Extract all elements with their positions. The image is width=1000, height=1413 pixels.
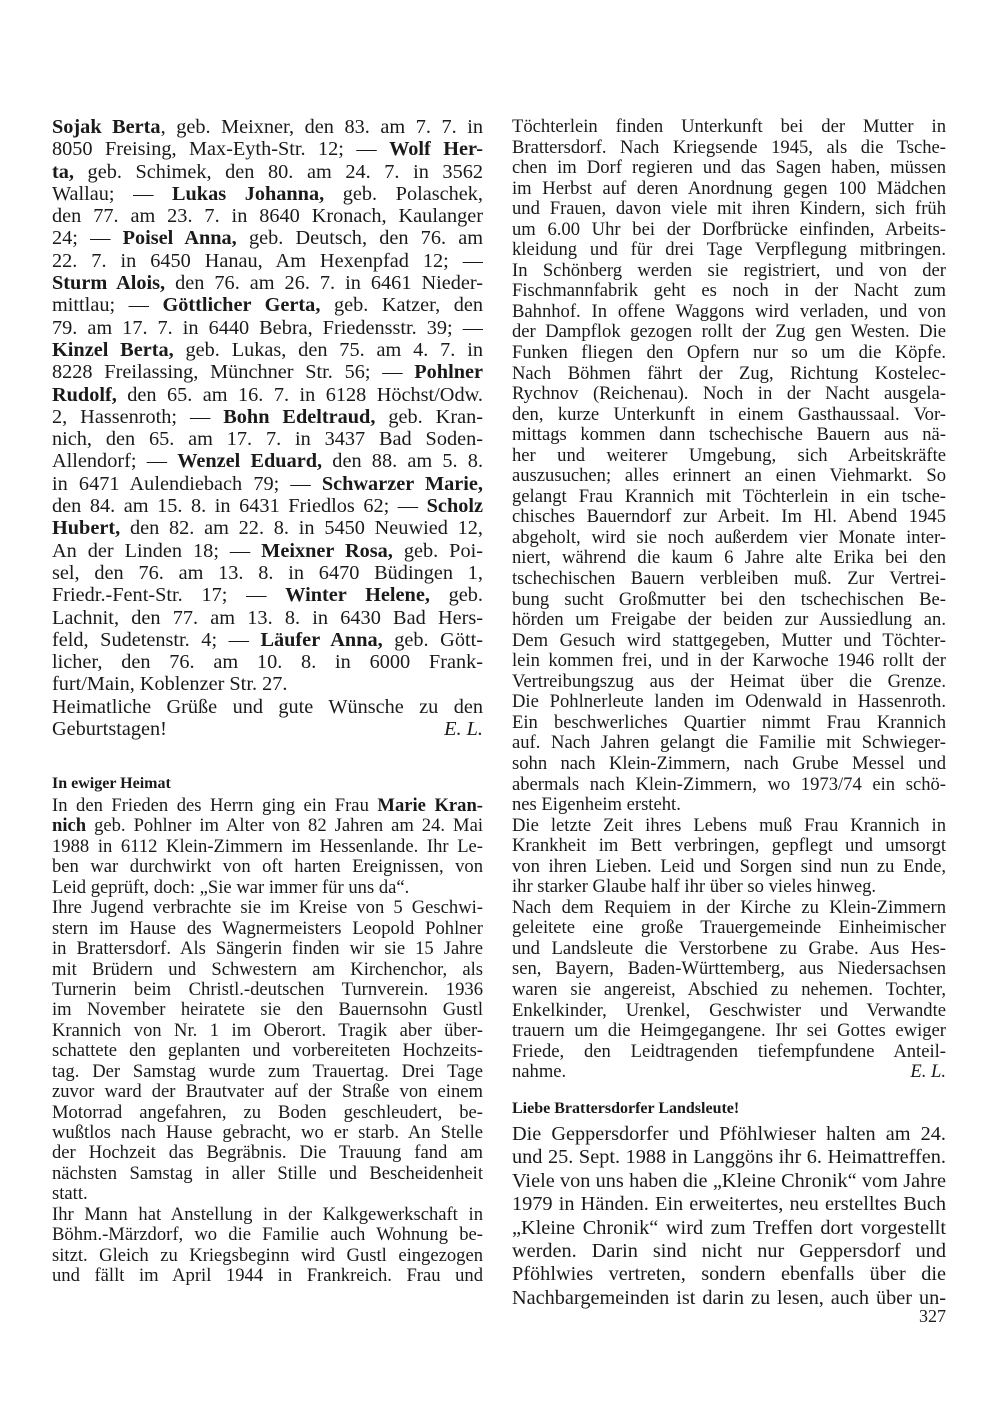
text-line [512,364,946,385]
text-run: von ihren Lieben. Leid und Sorgen sind nun zu Ende, [512,856,946,877]
text-run: geleitete eine große Trauergemeinde Einheimischer [512,918,946,939]
text-run: geb. [429,584,483,607]
text-line [52,607,483,629]
text-line [52,1143,483,1163]
text-run: Ihr Mann hat Anstellung in der Kalkgewerkschaft in [52,1204,483,1225]
page-number: 327 [919,1306,946,1326]
text-line [512,590,946,611]
text-line [52,1205,483,1225]
text-line [512,733,946,754]
text-line [52,837,483,857]
text-run: niert, während die kaum 6 Jahre alte Erika bei den [512,548,946,569]
text-run: Böhm.-Märzdorf, wo die Familie auch Wohnung be- [52,1225,483,1246]
text-line [512,466,946,487]
text-line [52,1184,483,1204]
text-line [52,939,483,959]
text-run: 8228 Freilassing, Münchner Str. 56; — [52,361,415,384]
text-run: Nach Böhmen fährt der Zug, Richtung Kostelec- [512,363,946,384]
text-run: den, kurze Unterkunft in einem Gasthaussaal. Vor- [512,404,946,425]
text-line [52,495,483,517]
text-line [52,272,483,294]
text-run: 24; — [52,227,123,250]
text-line [52,696,483,718]
obituary-text-right [512,117,946,1083]
text-run: 22. 7. in 6450 Hanau, Am Hexenpfad 12; — [52,249,483,272]
text-run: furt/Main, Koblenzer Str. 27. [52,673,288,696]
text-line [52,138,483,160]
text-run: nes Eigenheim ersteht. [512,795,681,816]
text-line [52,1266,483,1286]
text-run: sel, den 76. am 13. 8. in 6470 Büdingen 1, [52,561,483,584]
text-run: 2, Hassenroth; — [52,405,224,428]
text-run: auszusuchen; alles erinnert an einen Viehmarkt. So [512,466,946,487]
text-line [52,562,483,584]
person-name: Schwarzer Marie, [321,472,483,495]
text-line [52,116,483,138]
text-run: den 65. am 16. 7. in 6128 Höchst/Odw. [116,383,483,406]
text-line [512,322,946,343]
text-run: wußtlos nach Hause gebracht, wo er starb. An Stelle [52,1123,483,1143]
text-line [512,569,946,590]
section-heading-announcement: Liebe Brattersdorfer Landsleute! [512,1100,740,1117]
text-run: Dem Gesuch wird stattgegeben, Mutter und Töchter- [512,630,946,651]
text-line [52,1082,483,1102]
text-line [52,406,483,428]
text-line [52,1062,483,1082]
text-run: Leid geprüft, doch: „Sie war immer für uns da“. [52,877,410,898]
text-run: Krannich von Nr. 1 im Oberort. Tragik aber über- [52,1020,483,1041]
text-run: trauern um die Heimgegangene. Ihr sei Gottes ewiger [512,1021,946,1042]
text-run: sen, Bayern, Baden-Württemberg, aus Niedersachsen [512,959,946,980]
text-run: „Kleine Chronik“ wird zum Treffen dort vorgestellt [512,1216,946,1239]
text-line [52,718,483,740]
text-run: abermals nach Klein-Zimmern, wo 1973/74 ein schö- [512,774,946,795]
text-run: Enkelkinder, Urenkel, Geschwister und Verwandte [512,1000,946,1021]
text-line [52,384,483,406]
text-line [512,302,946,323]
person-name: Pohlner [414,361,483,384]
text-run: Bahnhof. In offene Waggons wird verladen, und von [512,301,946,322]
text-run: statt. [52,1184,88,1205]
text-line [512,1287,946,1310]
birthday-list [52,116,483,740]
text-run: den 84. am 15. 8. in 6431 Friedlos 62; — [52,495,427,518]
text-line [512,240,946,261]
text-run: geb. Schimek, den 80. am 24. 7. in 3562 [73,160,483,183]
text-run: und Frauen, davon viele mit ihren Kindern, sich früh [512,199,946,220]
text-line [512,1001,946,1022]
text-line [512,610,946,631]
text-line [52,294,483,316]
text-run: Lachnit, den 77. am 13. 8. in 6430 Bad Hers- [52,606,483,629]
text-run: In Schönberg werden sie registriert, und von der [512,260,946,281]
text-line [52,960,483,980]
text-run: Pföhlwies vertreten, sondern ebenfalls über die [512,1263,946,1286]
text-run: feld, Sudetenstr. 4; — [52,628,261,651]
text-run: 79. am 17. 7. in 6440 Bebra, Friedensstr. 39; — [52,316,483,339]
text-run: kleidung und für drei Tage Verpflegung mitbringen. [512,240,946,261]
text-run: im Herbst auf deren Anordnung gegen 100 Mädchen [512,178,946,199]
text-line [52,540,483,562]
text-run: In den Frieden des Herrn ging ein Frau [52,796,378,816]
text-run: Töchterlein finden Unterkunft bei der Mutter in [512,117,946,137]
text-line [52,1000,483,1020]
text-line [512,959,946,980]
text-line [512,179,946,200]
text-run: licher, den 76. am 10. 8. in 6000 Frank- [52,651,483,674]
text-line [52,980,483,1000]
text-line [512,651,946,672]
text-line [52,317,483,339]
text-line [52,517,483,539]
text-line [52,816,483,836]
text-run: abgeholt, wird sie noch außerdem vier Monate inter- [512,527,946,548]
text-run: Nachbargemeinden ist darin zu lesen, auch über un- [512,1286,946,1309]
text-run: geb. Kran- [375,405,483,428]
text-run: Brattersdorf. Nach Kriegsende 1945, als die Tsche- [512,137,946,158]
section-heading-obituary: In ewiger Heimat [52,775,171,792]
text-run: den 88. am 5. 8. [322,450,483,473]
text-line [512,898,946,919]
text-line [512,446,946,467]
text-line [512,1021,946,1042]
text-line [512,384,946,405]
text-run: Die Pohlnerleute landen im Odenwald in Hassenroth. [512,692,946,713]
text-line [512,631,946,652]
person-name: ta, [52,160,74,183]
text-line [512,220,946,241]
text-run: nich, den 65. am 17. 7. in 3437 Bad Soden- [52,428,483,451]
text-run: Vertreibungszug aus der Heimat über die Grenze. [512,671,946,692]
text-run: tschechischen Bauern verbleiben muß. Zur Vertrei- [512,569,946,590]
text-run: stern im Hause des Wagnermeisters Leopold Pohlner [52,918,483,939]
text-line [512,1170,946,1193]
text-line [512,1240,946,1263]
text-line [512,1062,946,1083]
text-run: hörden um Freigabe der beiden zur Aussiedlung an. [512,610,946,631]
text-line [512,980,946,1001]
text-run: bung sucht Großmutter bei den tschechischen Be- [512,589,946,610]
text-run: Krankheit im Bett verbringen, gepflegt und umsorgt [512,836,946,857]
text-line [512,918,946,939]
person-name: Marie Kran- [377,796,483,816]
person-name: Wolf Her- [389,138,483,161]
text-line [512,939,946,960]
text-run: Geburtstagen! [52,718,167,741]
text-line [512,281,946,302]
text-run: nächsten Samstag in aller Stille und Bescheidenheit [52,1163,483,1184]
person-name: Läufer Anna, [260,628,383,651]
text-run: ihr starker Glaube half ihr über so vieles hinweg. [512,877,877,898]
person-name: Wenzel Eduard, [177,450,323,473]
text-line [512,425,946,446]
text-run: den 77. am 23. 7. in 8640 Kronach, Kaulanger [52,205,483,228]
text-run: Heimatliche Grüße und gute Wünsche zu den [52,695,483,718]
text-run: Ihre Jugend verbrachte sie im Kreise von 5 Geschwi- [52,898,483,919]
person-name: nich [52,816,87,837]
text-run: den 76. am 26. 7. in 6461 Nieder- [165,272,483,295]
person-name: Sturm Alois, [52,272,166,295]
text-run: mittags kommen dann tschechische Bauern aus nä- [512,425,946,446]
text-line [52,796,483,816]
text-line [512,138,946,159]
text-line [52,1103,483,1123]
text-run: tag. Der Samstag wurde zum Trauertag. Drei Tage [52,1061,483,1082]
text-run: chisches Bauerndorf zur Arbeit. Im Hl. Abend 1945 [512,507,946,528]
text-line [512,692,946,713]
text-run: in Brattersdorf. Als Sängerin finden wir sie 15 Jahre [52,939,483,960]
text-line [52,1164,483,1184]
text-line [512,857,946,878]
text-line [52,227,483,249]
text-line [512,548,946,569]
author-signature: E. L. [444,718,483,741]
text-line [512,1193,946,1216]
text-run: geb. Katzer, den [320,294,483,317]
text-line [52,1021,483,1041]
text-run: geb. Deutsch, den 76. am [236,227,483,250]
text-line [512,343,946,364]
text-line [52,183,483,205]
text-run: Funken fliegen den Opfern nur so um die Köpfe. [512,343,946,364]
text-run: im November heiratete sie den Bauernsohn Gustl [52,1000,483,1021]
person-name: Hubert, [52,517,121,540]
text-run: Friedr.-Fent-Str. 17; — [52,584,286,607]
person-name: Bohn Edeltraud, [223,405,376,428]
text-line [52,205,483,227]
text-line [512,1123,946,1146]
obituary-text-left [52,796,483,1287]
author-signature: E. L. [910,1062,946,1083]
text-run: schattete den geplanten und vorbereiteten Hochzeits- [52,1041,483,1062]
person-name: Göttlicher Gerta, [162,294,321,317]
text-run: zuvor ward der Brautvater auf der Straße von einem [52,1082,483,1103]
text-line [512,487,946,508]
text-line [512,754,946,775]
text-line [52,1225,483,1245]
text-line [512,795,946,816]
text-run: geb. Lukas, den 75. am 4. 7. in [173,338,483,361]
text-line [52,919,483,939]
text-run: Allendorf; — [52,450,178,473]
text-line [512,836,946,857]
text-line [512,1146,946,1169]
text-run: Ein beschwerliches Quartier nimmt Frau Krannich [512,712,946,733]
text-line [52,1123,483,1143]
text-line [52,428,483,450]
person-name: Scholz [426,495,483,518]
text-run: sohn nach Klein-Zimmern, nach Grube Messel und [512,753,946,774]
text-line [52,361,483,383]
text-line [512,1263,946,1286]
text-line [512,1042,946,1063]
announcement-text [512,1123,946,1310]
text-line [52,898,483,918]
text-line [52,161,483,183]
text-run: werden. Darin sind nicht nur Geppersdorf und [512,1239,946,1262]
text-line [512,199,946,220]
person-name: Meixner Rosa, [261,539,393,562]
text-run: ben war durchwirkt von oft harten Ereignissen, von [52,857,483,878]
text-run: und 25. Sept. 1988 in Langgöns ihr 6. Heimattreffen. [512,1146,946,1169]
text-run: her und weiterer Umgebung, sich Arbeitskräfte [512,445,946,466]
text-line [52,473,483,495]
text-run: und Landsleute die Verstorbene zu Grabe. Aus Hes- [512,938,946,959]
text-line [512,528,946,549]
text-run: gelangt Frau Krannich mit Töchterlein in ein tsche- [512,486,946,507]
text-run: um 6.00 Uhr bei der Dorfbrücke einfinden, Arbeits- [512,219,946,240]
text-run: Rychnov (Reichenau). Noch in der Nacht ausgela- [512,384,946,405]
text-line [512,713,946,734]
text-line [52,857,483,877]
text-run: 8050 Freising, Max-Eyth-Str. 12; — [52,138,390,161]
text-line [512,1217,946,1240]
text-run: lein kommen frei, und in der Karwoche 1946 rollt der [512,651,946,672]
text-run: 1979 in Händen. Ein erweitertes, neu erstelltes Buch [512,1193,946,1216]
text-line [52,673,483,695]
text-run: , geb. Meixner, den 83. am 7. 7. in [160,116,483,138]
text-run: waren sie angereist, Abschied zu nehemen. Tochter, [512,979,946,1000]
text-line [512,405,946,426]
text-run: den 82. am 22. 8. in 5450 Neuwied 12, [120,517,483,540]
text-run: 1988 in 6112 Klein-Zimmern im Hessenlande. Ihr Le- [52,836,483,857]
text-run: in 6471 Aulendiebach 79; — [52,472,322,495]
text-line [52,1246,483,1266]
text-line [512,158,946,179]
text-run: mittlau; — [52,294,163,317]
text-run: Friede, den Leidtragenden tiefempfundene Anteil- [512,1041,946,1062]
text-line [52,629,483,651]
text-line [52,651,483,673]
text-line [52,878,483,898]
text-run: sitzt. Gleich zu Kriegsbeginn wird Gustl eingezogen [52,1245,483,1266]
person-name: Poisel Anna, [122,227,237,250]
text-line [512,261,946,282]
text-run: geb. Pohlner im Alter von 82 Jahren am 24. Mai [86,816,483,837]
text-line [512,672,946,693]
text-run: Nach dem Requiem in der Kirche zu Klein-Zimmern [512,897,946,918]
text-run: Turnerin beim Christl.-deutschen Turnverein. 1936 [52,979,483,1000]
text-line [52,584,483,606]
text-line [52,250,483,272]
text-line [512,877,946,898]
person-name: Lukas Johanna, [172,182,325,205]
text-run: Motorrad angefahren, zu Boden geschleudert, be- [52,1102,483,1123]
text-run: der Hochzeit das Begräbnis. Die Trauung fand am [52,1143,483,1164]
text-line [52,450,483,472]
text-line [512,507,946,528]
person-name: Winter Helene, [285,584,430,607]
text-line [52,1041,483,1061]
text-line [512,117,946,138]
text-run: auf. Nach Jahren gelangt die Familie mit Schwieger- [512,733,946,754]
person-name: Rudolf, [52,383,117,406]
text-run: mit Brüdern und Schwestern am Kirchenchor, als [52,959,483,980]
person-name: Sojak Berta [52,116,161,138]
text-run: An der Linden 18; — [52,539,262,562]
text-run: Die letzte Zeit ihres Lebens muß Frau Krannich in [512,815,946,836]
person-name: Kinzel Berta, [52,338,174,361]
text-run: Die Geppersdorfer und Pföhlwieser halten am 24. [512,1123,946,1145]
text-run: und fällt im April 1944 in Frankreich. Frau und [52,1266,483,1287]
text-line [52,339,483,361]
text-run: geb. Polaschek, [324,182,483,205]
text-run: nahme. [512,1062,567,1083]
text-line [512,775,946,796]
text-run: chen im Dorf regieren und das Sagen haben, müssen [512,158,946,179]
text-run: Fischmannfabrik geht es noch in der Nacht zum [512,281,946,302]
text-run: geb. Gött- [382,628,483,651]
text-run: Viele von uns haben die „Kleine Chronik“ vom Jahre [512,1169,946,1192]
text-run: geb. Poi- [392,539,483,562]
text-run: Wallau; — [52,182,172,205]
text-run: der Dampflok gezogen rollt der Zug gen Westen. Die [512,322,946,343]
text-line [512,816,946,837]
